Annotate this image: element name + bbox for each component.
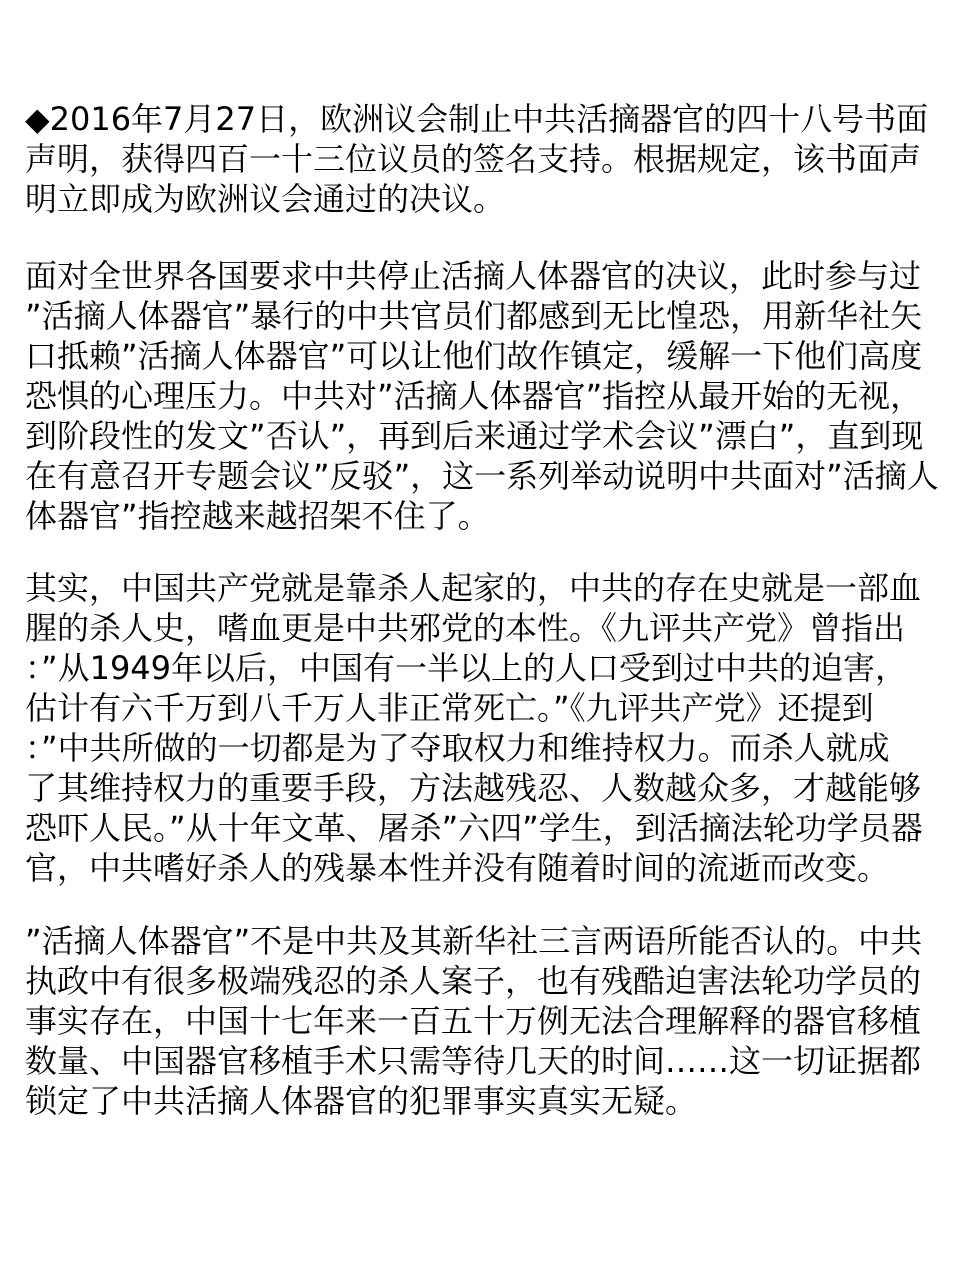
text-line: ：”从1949年以后，中国有一半以上的人口受到过中共的迫害， xyxy=(25,649,908,687)
text-line: ”活摘人体器官”暴行的中共官员们都感到无比惶恐，用新华社矢 xyxy=(25,297,923,335)
text-line-content: 2016年7月27日，欧洲议会制止中共活摘器官的四十八号书面 xyxy=(49,100,929,138)
text-line: 腥的杀人史，嗜血更是中共邪党的本性。《九评共产党》曾指出 xyxy=(25,609,906,647)
paragraph-2 xyxy=(25,256,955,536)
text-line: 执政中有很多极端残忍的杀人案子，也有残酷迫害法轮功学员的 xyxy=(25,962,922,1000)
paragraph-4 xyxy=(25,921,955,1121)
text-line: 到阶段性的发文”否认”，再到后来通过学术会议”漂白”，直到现 xyxy=(25,417,924,455)
text-line: 其实，中国共产党就是靠杀人起家的，中共的存在史就是一部血 xyxy=(25,569,922,607)
text-line: 恐吓人民。”从十年文革、屠杀”六四”学生，到活摘法轮功学员器 xyxy=(25,809,923,847)
text-line: 估计有六千万到八千万人非正常死亡。”《九评共产党》还提到 xyxy=(25,689,874,727)
text-line: 了其维持权力的重要手段，方法越残忍、人数越众多，才越能够 xyxy=(25,769,922,807)
text-line: 锁定了中共活摘人体器官的犯罪事实真实无疑。 xyxy=(25,1082,698,1120)
text-line: 明立即成为欧洲议会通过的决议。 xyxy=(25,180,506,218)
text-line: 面对全世界各国要求中共停止活摘人体器官的决议，此时参与过 xyxy=(25,257,922,295)
paragraph-3 xyxy=(25,568,955,888)
text-line: 事实存在，中国十七年来一百五十万例无法合理解释的器官移植 xyxy=(25,1002,922,1040)
paragraph-1 xyxy=(25,99,955,219)
text-line: ”活摘人体器官”不是中共及其新华社三言两语所能否认的。中共 xyxy=(25,922,923,960)
text-line: ：”中共所做的一切都是为了夺取权力和维持权力。而杀人就成 xyxy=(25,729,890,767)
text-line: 数量、中国器官移植手术只需等待几天的时间……这一切证据都 xyxy=(25,1042,922,1080)
text-line: 在有意召开专题会议”反驳”，这一系列举动说明中共面对”活摘人 xyxy=(25,457,939,495)
text-line: 恐惧的心理压力。中共对”活摘人体器官”指控从最开始的无视， xyxy=(25,377,923,415)
diamond-bullet-icon: ◆ xyxy=(25,100,50,138)
text-line: 官，中共嗜好杀人的残暴本性并没有随着时间的流逝而改变。 xyxy=(25,849,890,887)
text-line: 口抵赖”活摘人体器官”可以让他们故作镇定，缓解一下他们高度 xyxy=(25,337,923,375)
text-line: 体器官”指控越来越招架不住了。 xyxy=(25,497,490,535)
text-line: 声明，获得四百一十三位议员的签名支持。根据规定，该书面声 xyxy=(25,140,922,178)
text-line xyxy=(25,99,955,139)
